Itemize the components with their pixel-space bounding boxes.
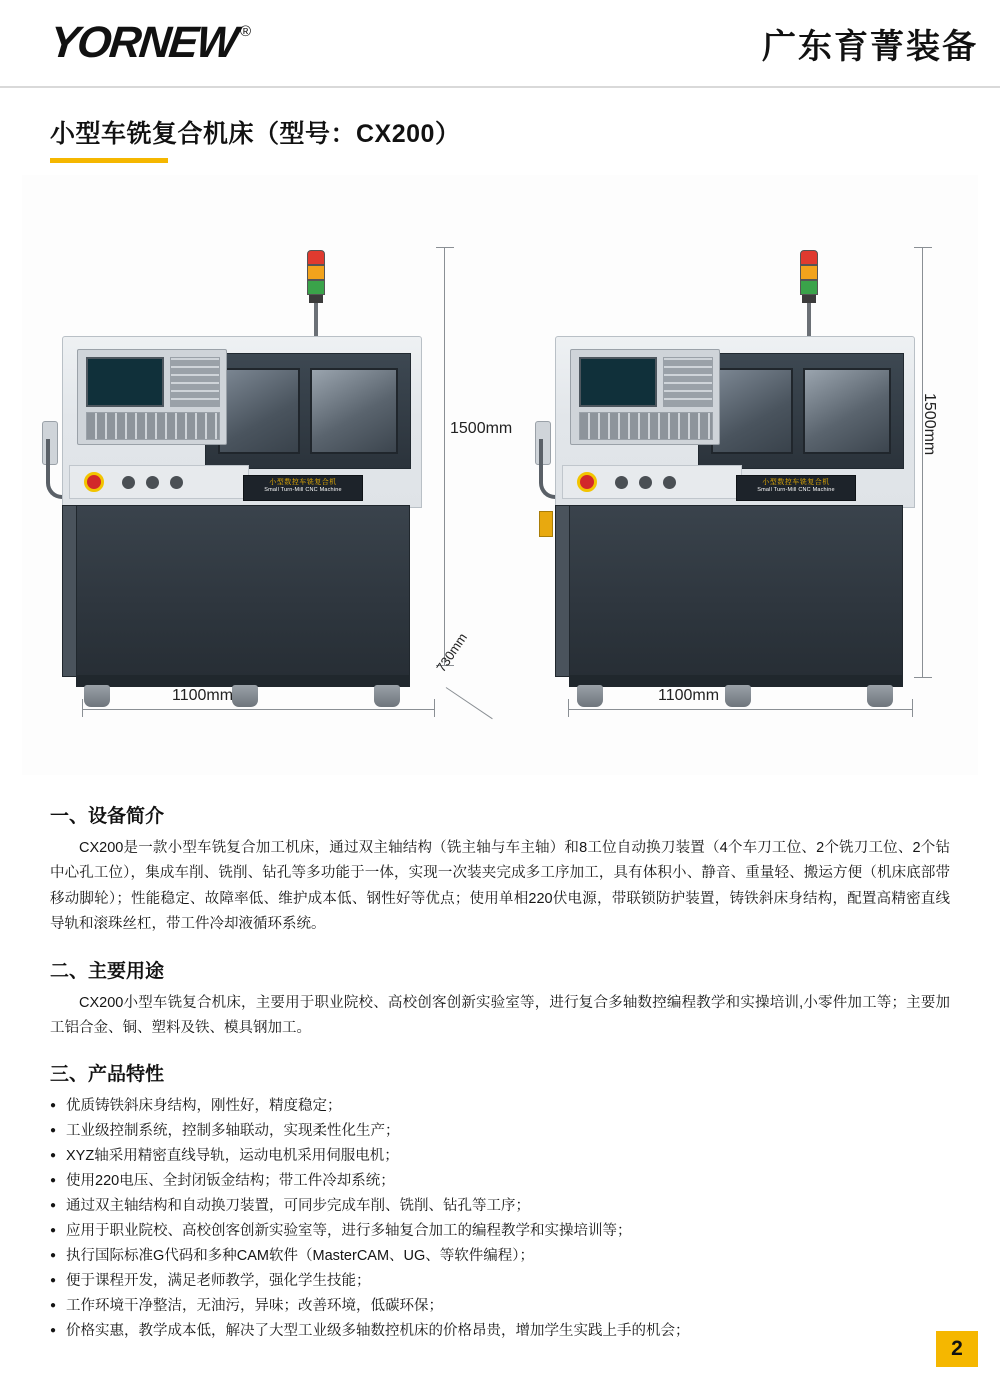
list-item: ● 应用于职业院校、高校创客创新实验室等，进行多轴复合加工的编程教学和实操培训等； [50, 1219, 950, 1244]
list-item: ● 价格实惠，教学成本低，解决了大型工业级多轴数控机床的价格昂贵，增加学生实践上手的机会； [50, 1319, 950, 1344]
dim-depth-left: 730mm [433, 630, 471, 675]
selector-knob-3 [663, 476, 676, 489]
section-heading-features: 三、产品特性 [50, 1064, 165, 1086]
list-item: ● 优质铸铁斜床身结构，刚性好，精度稳定； [50, 1094, 950, 1119]
cnc-control-panel [570, 349, 720, 445]
machine-foot [84, 685, 110, 707]
machine-nameplate-right [736, 475, 856, 501]
beacon-green-lamp [307, 280, 325, 295]
section-intro [50, 801, 950, 938]
section-paragraph-usage: CX200小型车铣复合机床，主要用于职业院校、高校创客创新实验室等，进行复合多轴数控编程教学和实操培训,小零件加工等；主要加工铝合金、铜、塑料及铁、模具钢加工。 [50, 994, 950, 1036]
beacon-red-lamp [800, 250, 818, 265]
machine-foot [374, 685, 400, 707]
beacon-amber-lamp [307, 265, 325, 280]
cnc-display-screen [579, 357, 657, 407]
dim-tick-left-w-r [568, 699, 569, 717]
machining-enclosure [205, 353, 411, 469]
machine-foot [725, 685, 751, 707]
beacon-red-lamp [307, 250, 325, 265]
machine-nameplate-left [243, 475, 363, 501]
brand-name-cn: 广东育菁装备 [762, 27, 978, 66]
dim-line-depth-left [446, 687, 493, 719]
enclosure-window-left [218, 368, 300, 454]
dim-tick-top-right [914, 247, 932, 248]
cnc-softkey-pad [170, 357, 220, 407]
machine-cabinet [569, 505, 903, 677]
section-heading-intro: 一、设备简介 [50, 806, 165, 827]
nameplate-en-right: Small Turn-Mill CNC Machine [757, 487, 835, 494]
operator-button-strip [562, 465, 742, 499]
dim-tick-right-w [434, 699, 435, 717]
list-item: ● 便于课程开发，满足老师教学，强化学生技能； [50, 1269, 950, 1294]
list-item: ● 工作环境干净整洁，无油污，异味；改善环境，低碳环保； [50, 1294, 950, 1319]
selector-knob-1 [615, 476, 628, 489]
dim-width-right: 1100mm [658, 687, 720, 704]
enclosure-window-right [310, 368, 398, 454]
machine-right-pane [500, 175, 978, 775]
title-underline [50, 158, 168, 163]
machine-cabinet [76, 505, 410, 677]
title-block [22, 88, 978, 163]
list-item: ● 通过双主轴结构和自动换刀装置，可同步完成车削、铣削、钻孔等工序； [50, 1194, 950, 1219]
page-header [0, 0, 1000, 88]
dim-height-right: 1500mm [921, 393, 938, 456]
emergency-stop-icon [577, 472, 597, 492]
page-title: 小型车铣复合机床（型号：CX200） [50, 120, 461, 148]
cnc-keyboard [579, 412, 713, 440]
dim-width-left: 1100mm [172, 687, 234, 704]
selector-knob-2 [146, 476, 159, 489]
beacon-green-lamp [800, 280, 818, 295]
cnc-display-screen [86, 357, 164, 407]
dim-tick-left-w [82, 699, 83, 717]
list-item: ● 工业级控制系统，控制多轴联动，实现柔性化生产； [50, 1119, 950, 1144]
enclosure-window-left [711, 368, 793, 454]
dim-line-height-left [444, 247, 445, 665]
list-item: ● XYZ轴采用精密直线导轨，运动电机采用伺服电机； [50, 1144, 950, 1169]
machine-upper-body [555, 336, 915, 508]
dim-tick-bottom-right [914, 677, 932, 678]
power-switch-box-icon [539, 511, 553, 537]
nameplate-en-left: Small Turn-Mill CNC Machine [264, 487, 342, 494]
section-usage [50, 956, 950, 1042]
logo-wordmark: YORNEW [47, 18, 239, 67]
feature-list [50, 1094, 950, 1343]
page-content [0, 88, 1000, 1344]
list-item: ● 执行国际标准G代码和多种CAM软件（MasterCAM、UG、等软件编程）； [50, 1244, 950, 1269]
machine-upper-body [62, 336, 422, 508]
dim-line-width-right [568, 709, 912, 710]
text-sections [22, 775, 978, 1344]
cnc-softkey-pad [663, 357, 713, 407]
machining-enclosure [698, 353, 904, 469]
selector-knob-3 [170, 476, 183, 489]
machine-left-pane [22, 175, 513, 775]
enclosure-window-right [803, 368, 891, 454]
dim-height-left: 1500mm [450, 420, 513, 437]
machine-foot [577, 685, 603, 707]
cnc-keyboard [86, 412, 220, 440]
list-item: ● 使用220电压、全封闭钣金结构；带工件冷却系统； [50, 1169, 950, 1194]
beacon-base [802, 295, 816, 303]
company-logo [47, 18, 252, 67]
selector-knob-2 [639, 476, 652, 489]
dim-line-width-left [82, 709, 434, 710]
dim-line-height-right [922, 247, 923, 677]
selector-knob-1 [122, 476, 135, 489]
nameplate-cn-right: 小型数控车铣复合机 [762, 479, 830, 486]
signal-tower-light-icon [307, 250, 325, 341]
signal-tower-light-icon [800, 250, 818, 341]
dim-tick-top-left [436, 247, 454, 248]
section-features [50, 1059, 950, 1343]
registered-trademark-icon: ® [240, 23, 252, 40]
section-heading-usage: 二、主要用途 [50, 960, 165, 982]
machine-foot [867, 685, 893, 707]
emergency-stop-icon [84, 472, 104, 492]
section-paragraph-intro: CX200是一款小型车铣复合加工机床，通过双主轴结构（铣主轴与车主轴）和8工位自动换刀装置（4个车刀工位、2个铣刀工位、2个钻中心孔工位），集成车削、铣削、钻孔等多功能于一体，实现一次装夹完成多工序加工，具有体积小、静音、重量轻、搬运方便（机床底部带移动脚轮）；性能稳定、故障率低、维护成本低、钢性好等优点；使用单相220伏电源，带联锁防护装置，铸铁斜床身结构，配置高精密直线导轨和滚珠丝杠，带工件冷却液循环系统。 [50, 840, 950, 933]
cnc-control-panel [77, 349, 227, 445]
page-number-badge: 2 [936, 1331, 978, 1367]
nameplate-cn-left: 小型数控车铣复合机 [269, 479, 337, 486]
dim-tick-right-w-r [912, 699, 913, 717]
product-figure [22, 175, 978, 775]
machine-foot [232, 685, 258, 707]
beacon-base [309, 295, 323, 303]
operator-button-strip [69, 465, 249, 499]
beacon-amber-lamp [800, 265, 818, 280]
